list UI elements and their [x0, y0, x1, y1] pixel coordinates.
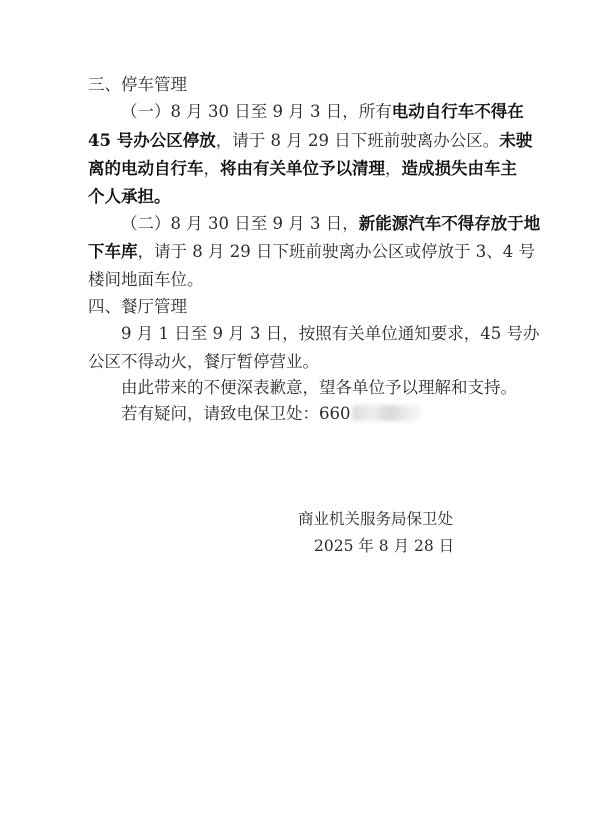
parking-item1-line4: 个人承担。 [88, 187, 171, 206]
redacted-phone-blur [352, 405, 420, 421]
canteen-line2: 公区不得动火，餐厅暂停营业。 [88, 352, 319, 371]
parking-item2-emphasis: 下车库 [88, 242, 138, 261]
parking-item1-text: ， [203, 159, 220, 178]
parking-item1-text: ， [385, 159, 402, 178]
parking-item2-line3: 楼间地面车位。 [88, 270, 204, 289]
parking-item1-emphasis: 45 号办公区停放 [88, 131, 216, 150]
contact-label: 若有疑问，请致电保卫处： [121, 404, 319, 423]
parking-item1-emphasis: 离的电动自行车 [88, 159, 204, 178]
section-heading-canteen: 四、餐厅管理 [88, 297, 187, 316]
signature-date: 2025 年 8 月 28 日 [314, 537, 455, 555]
parking-item2-line1 [121, 212, 551, 236]
section-heading-parking: 三、停车管理 [88, 75, 187, 94]
parking-item1-emphasis: 未驶 [499, 131, 533, 150]
contact-line [121, 402, 551, 426]
parking-item2-text: ，请于 8 月 29 日下班前驶离办公区或停放于 3、4 号 [137, 242, 535, 261]
phone-number: 660 [319, 404, 351, 423]
parking-item1-text: ，请于 8 月 29 日下班前驶离办公区。 [215, 131, 500, 150]
parking-item1-line2 [88, 129, 533, 153]
canteen-line1: 9 月 1 日至 9 月 3 日，按照有关单位通知要求，45 号办 [121, 324, 540, 343]
parking-item1-emphasis: 造成损失由车主 [401, 159, 517, 178]
parking-item2-line2 [88, 240, 535, 264]
parking-item1-emphasis: 电动自行车不得在 [391, 102, 524, 121]
apology-text: 由此带来的不便深表歉意，望各单位予以理解和支持。 [121, 378, 517, 397]
parking-item1-line3 [88, 157, 518, 181]
signature-org: 商业机关服务局保卫处 [298, 510, 454, 528]
parking-item1-text: （一）8 月 30 日至 9 月 3 日，所有 [121, 102, 392, 121]
parking-item2-emphasis: 新能源汽车不得存放于地 [358, 214, 541, 233]
parking-item1-emphasis: 将由有关单位予以清理 [220, 159, 385, 178]
parking-item1-line1 [121, 100, 551, 124]
parking-item2-text: （二）8 月 30 日至 9 月 3 日， [121, 214, 359, 233]
